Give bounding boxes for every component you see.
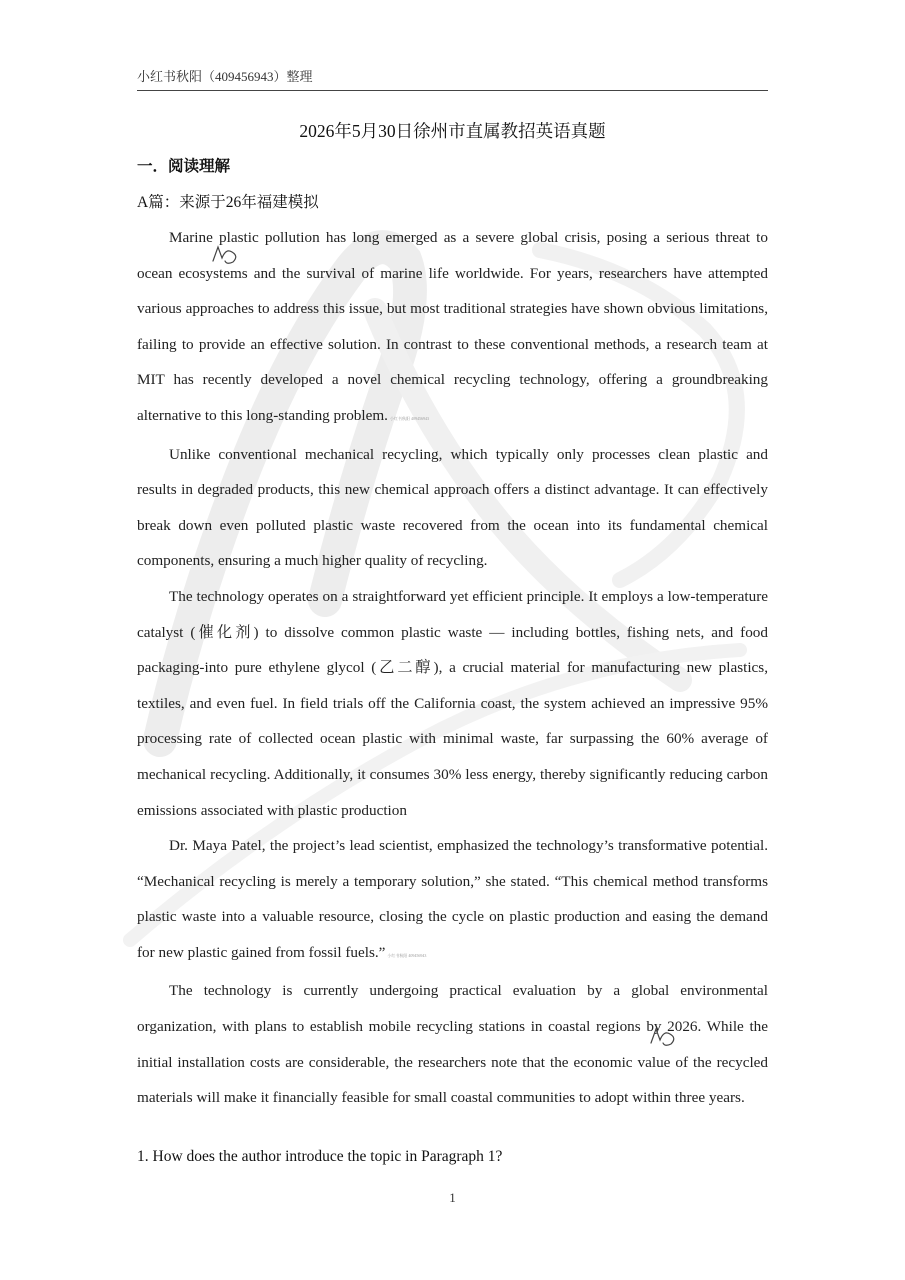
exam-title: 2026年5月30日徐州市直属教招英语真题: [299, 121, 606, 141]
inline-watermark-mark: 小红书秋阳 409456943: [387, 952, 427, 958]
paragraph-5: The technology is currently undergoing practical evaluation by a global environmental organization, with plans to establish mobile recycling stations in coastal regions by 2026. While the initial installation costs are considerable, the researchers note that the economic value of the recycled materials will make it financially feasible for small coastal communities to adopt within three years.: [137, 982, 768, 1107]
paragraph-3: The technology operates on a straightforward yet efficient principle. It employs a low-temperature catalyst (催化剂) to dissolve common plastic waste — including bottles, fishing nets, and food packaging-into pure ethylene glycol (乙二醇), a crucial material for manufacturing new plastics, textiles, and even fuel. In field trials off the California coast, the system achieved an impressive 95% processing rate of collected ocean plastic with minimal waste, far surpassing the 60% average of mechanical recycling. Additionally, it consumes 30% less energy, thereby significantly reducing carbon emissions associated with plastic production: [137, 587, 768, 819]
question-1: 1. How does the author introduce the topic in Paragraph 1?: [137, 1148, 503, 1165]
passage-label: A篇：来源于26年福建模拟: [137, 194, 319, 211]
paragraph-4-text: Dr. Maya Patel, the project’s lead scientist, emphasized the technology’s transformative potential. “Mechanical recycling is merely a temporary solution,” she stated. “This chemical method transforms plastic waste into a valuable resource, closing the cycle on plastic production and easing the demand for new plastic gained from fossil fuels.”: [137, 837, 768, 961]
page-number: 1: [449, 1190, 456, 1205]
paragraph-2: Unlike conventional mechanical recycling, which typically only processes clean plastic and results in degraded products, this new chemical approach offers a distinct advantage. It can effectively break down even polluted plastic waste recovered from the ocean into its fundamental chemical components, ensuring a much higher quality of recycling.: [137, 445, 768, 570]
inline-watermark-mark: 小红书秋阳 409456943: [389, 415, 429, 421]
section-heading: 一．阅读理解: [137, 158, 231, 175]
paragraph-4: [137, 828, 768, 973]
passage-body: [137, 220, 768, 1116]
page-header: 小红书秋阳（409456943）整理: [137, 66, 768, 91]
paragraph-1-text: Marine plastic pollution has long emerged as a severe global crisis, posing a serious threat to ocean ecosystems and the survival of marine life worldwide. For years, researchers have attempted various approaches to address this issue, but most traditional strategies have shown obvious limitations, failing to provide an effective solution. In contrast to these conventional methods, a research team at MIT has recently developed a novel chemical recycling technology, offering a groundbreaking alternative to this long-standing problem.: [137, 229, 768, 424]
handwritten-doodle-mark: [210, 243, 242, 267]
handwritten-doodle-mark: [648, 1025, 680, 1049]
